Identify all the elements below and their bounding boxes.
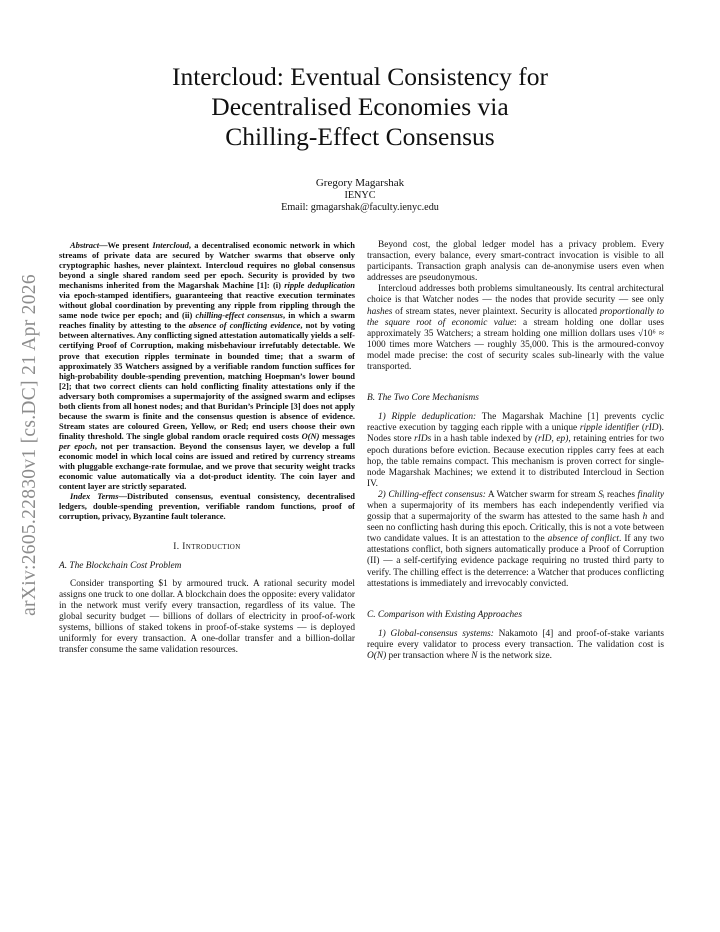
paragraph: 2) Chilling-effect consensus: A Watcher swarm for stream Sᵢ reaches finality when a supermajority of its members has each independently verified via gossip that a supermajority of the swarm has attested to the same hash h and seen no conflicting hash during this epoch. Critically, this is not a vote between two candidate values. It is an attestation to the absence of conflict. If any two attestations conflict, both signers automatically produce a Proof of Corruption (II) — a self-certifying evidence package requiring no trusted third party to verify. The chilling effect is the deterrence: a Watcher that produces conflicting attestations is immediately and irrevocably convicted. <box>367 489 665 589</box>
right-column <box>367 240 664 662</box>
author-name: Gregory Magarshak <box>315 177 405 189</box>
author-email: Email: gmagarshak@faculty.ienyc.edu <box>281 202 439 213</box>
paragraph: Intercloud addresses both problems simultaneously. Its central architectural choice is that Watcher nodes — the nodes that provide security — see only hashes of stream states, never plaintext. Security is allocated proportionally to the square root of economic value: a stream holding one dollar uses approximately 35 Watchers; a stream holding one million dollars uses √10⁶ ≈ 1000 times more Watchers — roughly 35,000. This is the armoured-convoy model made precise: the cost of security scales sub-linearly with the value transported. <box>367 284 665 373</box>
paper-title: Intercloud: Eventual Consistency for Decentralised Economies via Chilling-Effect Consensus <box>171 62 549 151</box>
arxiv-stamp: arXiv:2605.22830v1 [cs.DC] 21 Apr 2026 <box>19 274 40 616</box>
paragraph: Beyond cost, the global ledger model has a privacy problem. Every transaction, every balance, every smart-contract invocation is visible to all participants. Transaction graph analysis can de-anonymise users even when addresses are pseudonymous. <box>367 240 664 284</box>
subsection-heading-b: B. The Two Core Mechanisms <box>367 393 479 404</box>
paragraph: Consider transporting $1 by armoured truck. A rational security model assigns one truck to one dollar. A blockchain does the opposite: every validator in the network must verify every transaction, regardless of its value. The global security budget — billions of dollars of electricity in proof-of-work systems, billions of staked tokens in proof-of-stake systems — is deployed uniformly for every transaction. A one-dollar transfer and a billion-dollar transfer consume the same validation resources. <box>59 578 355 656</box>
index-terms: Index Terms—Distributed consensus, eventual consistency, decentralised ledgers, double-spending prevention, verifiable random functions, proof of corruption, privacy, Byzantine fault tolerance. <box>59 491 355 522</box>
subsection-heading-c: C. Comparison with Existing Approaches <box>367 609 522 620</box>
author-block <box>160 177 560 215</box>
paragraph: 1) Global-consensus systems: Nakamoto [4] and proof-of-stake variants require every validator to process every transaction. The validation cost is O(N) per transaction where N is the network size. <box>367 628 664 661</box>
abstract: Abstract—We present Intercloud, a decentralised economic network in which streams of private data are secured by Watcher swarms that observe only cryptographic hashes, never plaintext. Intercloud requires no global consensus beyond a single shared random seed per epoch. Security is provided by two mechanisms inherited from the Magarshak Machine [1]: (i) ripple deduplication via epoch-stamped identifiers, guaranteeing that reactive execution terminates without global coordination by preventing any ripple from rippling through the same node twice per epoch; and (ii) chilling-effect consensus, in which a swarm reaches finality by attesting to the absence of conflicting evidence, not by voting between alternatives. Any conflicting signed attestation automatically yields a self-certifying Proof of Corruption, making misbehaviour irrefutably detectable. We prove that execution ripples terminate in bounded time; that a swarm of approximately 35 Watchers assigned by a verifiable random function suffices for high-probability double-spending prevention, matching Hoepman’s lower bound [2]; that two correct clients can hold conflicting finality attestations only if the adversary both compromises a supermajority of the assigned swarm and eclipses both clients from all honest nodes; and that Buridan’s Principle [3] does not apply because the swarm is finite and the consensus question is absence of evidence. Stream states are coloured Green, Yellow, or Red; end users choose their own finality threshold. The single global random oracle required costs O(N) messages per epoch, not per transaction. Beyond the consensus layer, we develop a full economic model in which local coins are issued and retired by currency streams with pluggable exchange-rate formulae, and we prove that security weight tracks economic value automatically via a dot-product identity. The coin layer and content layer are strictly separated. Index Terms—Distributed consensus, eventual consistency, decentralised ledgers, double-spending prevention, verifiable random functions, proof of corruption, privacy, Byzantine fault tolerance. <box>59 240 355 522</box>
subsection-heading-a: A. The Blockchain Cost Problem <box>59 561 182 572</box>
left-column <box>59 240 355 656</box>
author-affiliation: IENYC <box>344 189 376 201</box>
section-heading-introduction: I. Introduction <box>173 542 241 553</box>
paragraph: 1) Ripple deduplication: The Magarshak Machine [1] prevents cyclic reactive execution by tagging each ripple with a unique ripple identifier (rID). Nodes store rIDs in a hash table indexed by (rID, ep), retaining entries for two epoch durations before eviction. Because execution ripples carry fees at each hop, the table remains compact. This mechanism is proven correct for single-node Magarshak Machines; we extend it to distributed Intercloud in Section IV. <box>367 412 665 489</box>
